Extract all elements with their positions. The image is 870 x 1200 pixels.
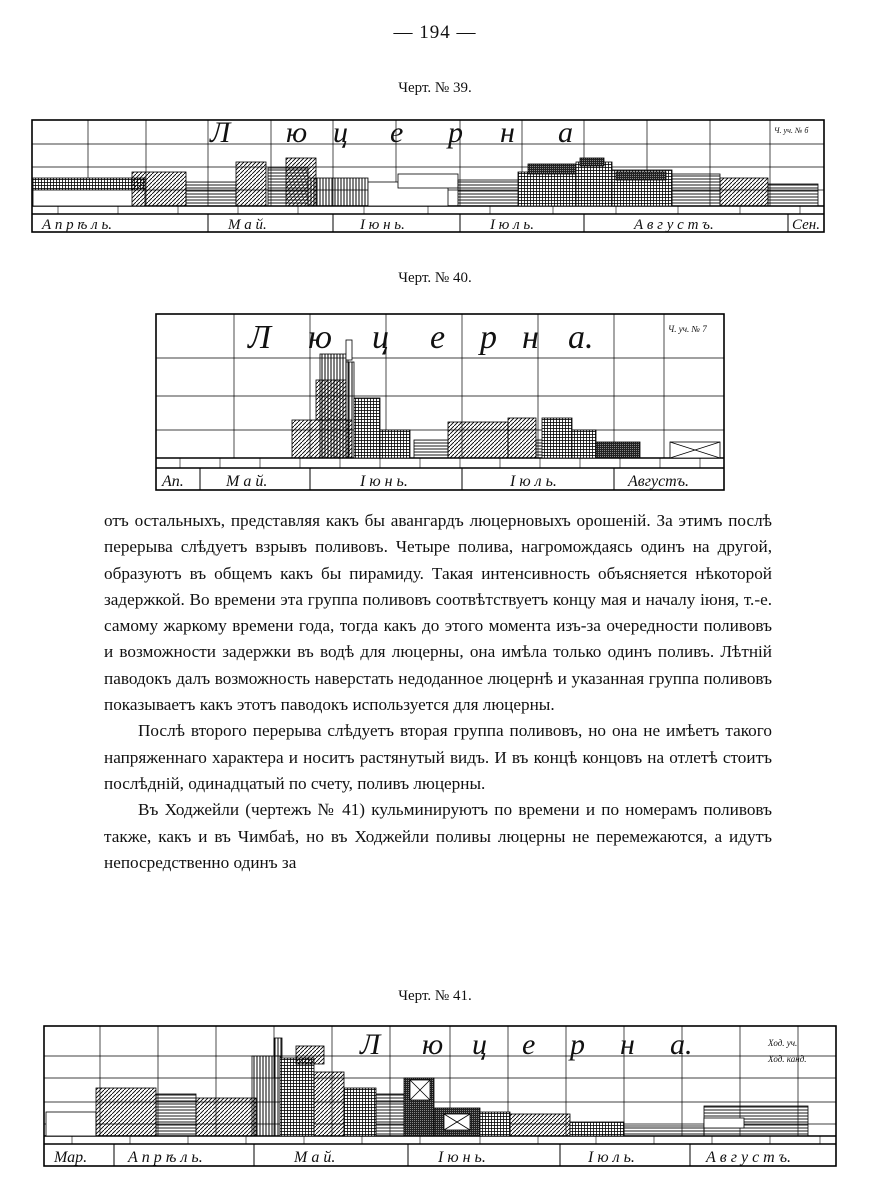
chart-41	[40, 1022, 840, 1170]
chart-41-month-3: М а й.	[294, 1149, 336, 1166]
chart-41-caption: Черт. № 41.	[398, 988, 472, 1004]
chart-41-month-2: А п р ѣ л ь.	[128, 1149, 203, 1166]
chart-39-title-l1: Л	[210, 118, 231, 149]
chart-41-title-l7: а.	[670, 1028, 693, 1061]
chart-39-title-l4: е	[390, 118, 404, 149]
chart-41-title-l6: н	[620, 1028, 635, 1061]
chart-40-title-l3: ц	[372, 319, 389, 356]
chart-40-title-l2: ю	[308, 319, 332, 356]
chart-40-title-l1: Л	[248, 319, 272, 356]
chart-39-month-6: Сен.	[792, 217, 820, 233]
chart-41-month-5: І ю л ь.	[588, 1149, 635, 1166]
chart-41-corner-label-2: Ход. канд.	[768, 1054, 807, 1064]
chart-40-month-5: Августъ.	[628, 473, 690, 490]
body-text	[104, 508, 772, 876]
chart-39-month-4: І ю л ь.	[490, 217, 534, 233]
chart-41-corner-label-1: Ход. уч.	[768, 1038, 798, 1048]
chart-41-title-l1: Л	[360, 1028, 381, 1061]
chart-40-month-1: Ап.	[162, 473, 184, 490]
chart-41-month-6: А в г у с т ъ.	[706, 1149, 792, 1166]
chart-39-month-3: І ю н ь.	[360, 217, 405, 233]
chart-40-month-2: М а й.	[226, 473, 268, 490]
chart-40-title-l7: а.	[568, 319, 594, 356]
chart-41-month-4: І ю н ь.	[438, 1149, 486, 1166]
chart-40-title-l4: е	[430, 319, 446, 356]
chart-40-title-l6: н	[522, 319, 539, 356]
chart-39-title-l2: ю	[286, 118, 308, 149]
chart-40-month-3: І ю н ь.	[360, 473, 408, 490]
chart-39-title-l6: н	[500, 118, 515, 149]
chart-40-corner-label: Ч. уч. № 7	[668, 324, 707, 334]
chart-41-title-l2: ю	[422, 1028, 444, 1061]
chart-41-title-l3: ц	[472, 1028, 487, 1061]
chart-39-corner-label: Ч. уч. № б	[774, 126, 809, 135]
paragraph-2: Послѣ второго перерыва слѣдуетъ вторая группа поливовъ, но она не имѣетъ такого напряженнаго характера и носитъ растянутый видъ. И въ концѣ концовъ на отлетѣ стоитъ послѣдній, одинадцатый по счету, поливъ люцерны.	[104, 721, 772, 793]
chart-40-caption: Черт. № 40.	[398, 270, 472, 286]
paragraph-1: отъ остальныхъ, представляя какъ бы авангардъ люцерновыхъ орошеній. За этимъ послѣ перерыва слѣдуетъ взрывъ поливовъ. Четыре полива, нагромождаясь одинъ на другой, образуютъ въ общемъ какъ бы пирамиду. Такая интенсивность объясняется нѣкоторой задержкой. Во времени эта группа поливовъ соотвѣтствуетъ концу мая и началу іюня, т.-е. самому жаркому времени года, тогда какъ до этого момента изъ-за очередности поливовъ и возможности задержки въ водѣ для люцерны, она имѣла только одинъ поливъ. Лѣтній паводокъ далъ возможность наверстать недоданное люцернѣ и указанная группа поливовъ показываетъ какъ этотъ паводокъ используется для люцерны.	[104, 511, 772, 715]
chart-39-title-l5: р	[448, 118, 463, 149]
chart-39-caption: Черт. № 39.	[398, 80, 472, 96]
page-number: — 194 —	[393, 22, 477, 43]
chart-40-title-l5: р	[480, 319, 497, 356]
chart-41-title-l5: р	[570, 1028, 585, 1061]
chart-40	[150, 310, 730, 494]
chart-39-title-l7: а	[558, 118, 573, 149]
chart-39-title-l3: ц	[333, 118, 348, 149]
chart-41-title-l4: е	[522, 1028, 536, 1061]
chart-39-month-2: М а й.	[228, 217, 267, 233]
chart-39-month-5: А в г у с т ъ.	[634, 217, 714, 233]
chart-41-month-1: Мар.	[54, 1149, 88, 1166]
chart-39	[28, 118, 828, 234]
chart-39-month-1: А п р ѣ л ь.	[42, 217, 113, 233]
chart-40-month-4: І ю л ь.	[510, 473, 557, 490]
paragraph-3: Въ Ходжейли (чертежъ № 41) кульминируютъ по времени и по номерамъ поливовъ также, какъ и въ Чимбаѣ, но въ Ходжейли поливы люцерны не перемежаются, а идутъ непосредственно одинъ за	[104, 800, 772, 872]
